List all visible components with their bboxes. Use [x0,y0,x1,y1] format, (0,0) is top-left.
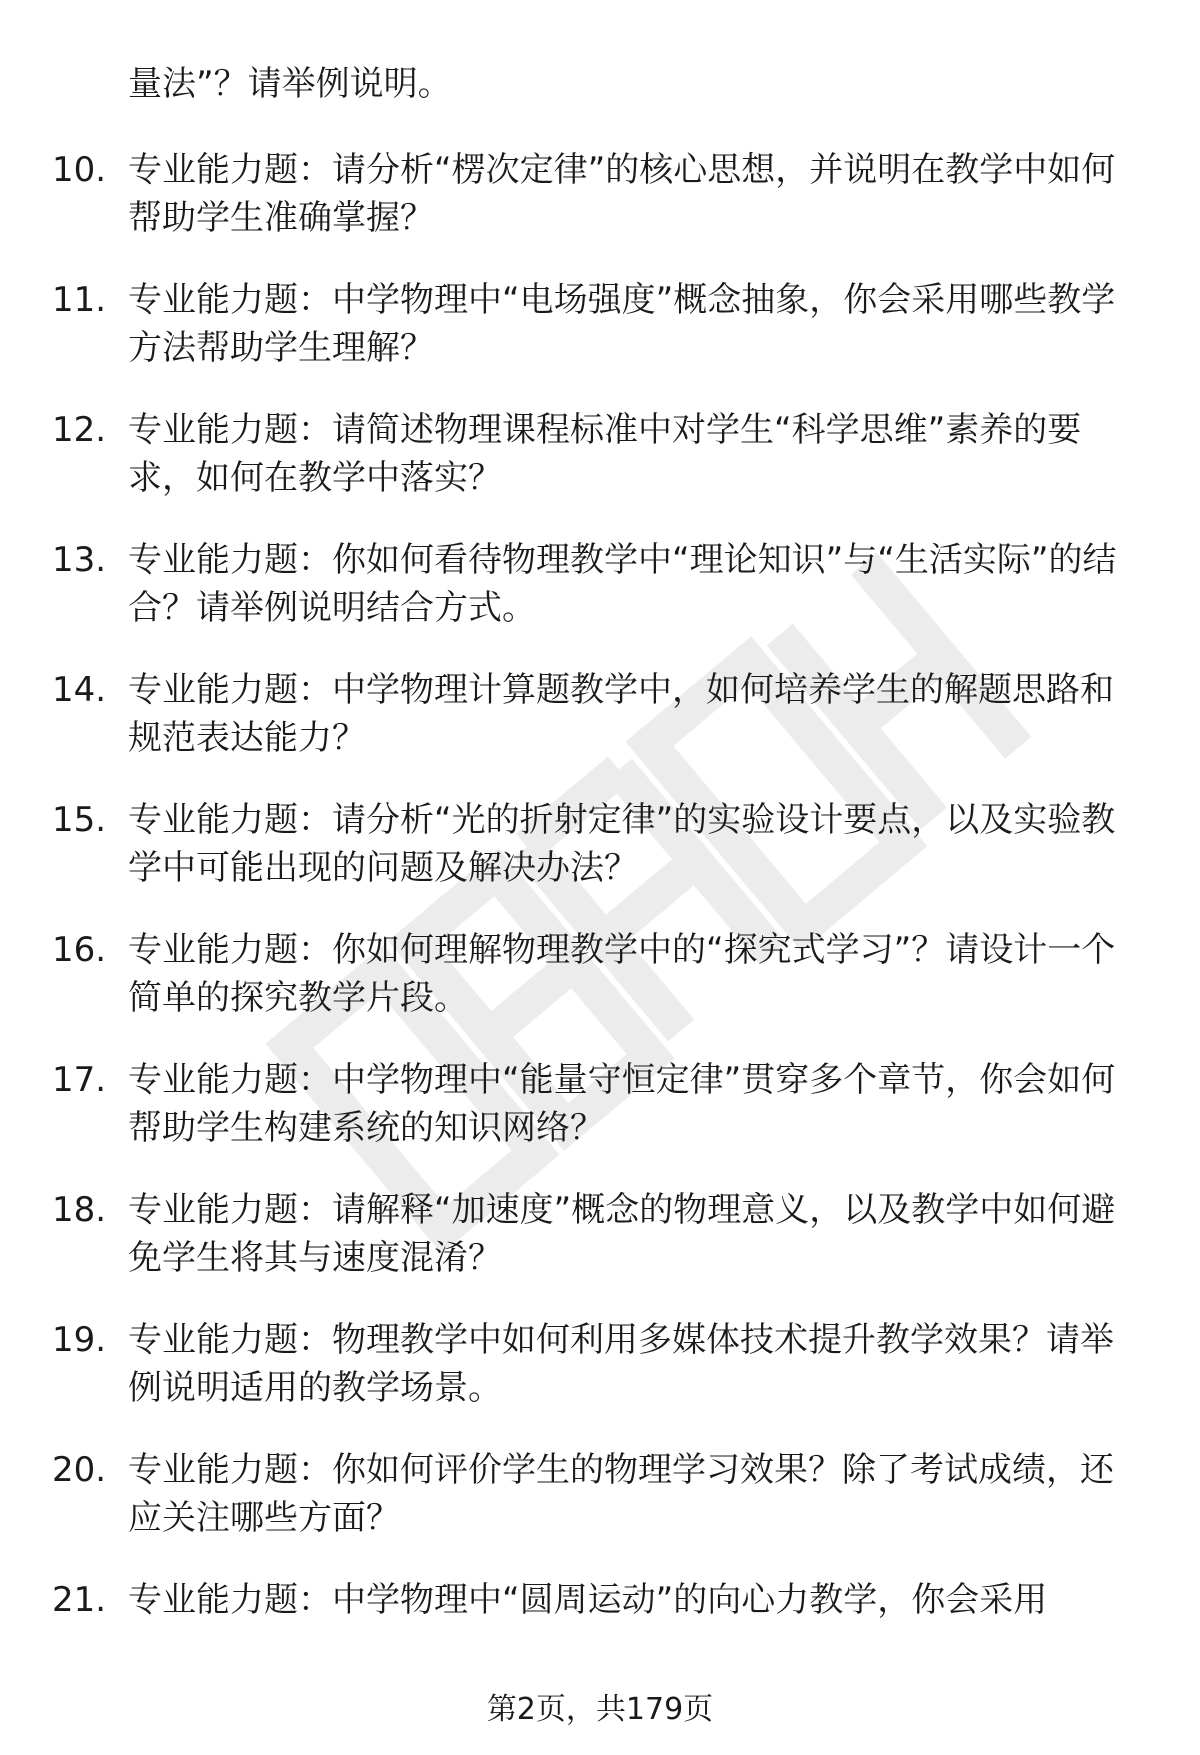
list-item [0,146,1200,276]
list-item [0,926,1200,1056]
question-text: 专业能力题：你如何评价学生的物理学习效果？除了考试成绩，还应关注哪些方面？ [128,1450,1114,1538]
list-item [0,1576,1200,1706]
question-text: 专业能力题：请解释“加速度”概念的物理意义，以及教学中如何避免学生将其与速度混淆？ [128,1190,1116,1278]
question-number: 17. [52,1060,107,1100]
question-number: 12. [52,410,107,450]
question-number: 14. [52,670,107,710]
list-item [0,536,1200,666]
question-text: 专业能力题：中学物理计算题教学中，如何培养学生的解题思路和规范表达能力？ [128,670,1114,758]
page-footer: 第2页，共179页 [486,1692,714,1727]
question-number: 15. [52,800,107,840]
question-number: 10. [52,150,107,190]
question-text: 专业能力题：你如何理解物理教学中的“探究式学习”？请设计一个简单的探究教学片段。 [128,930,1116,1018]
question-number: 21. [52,1580,107,1620]
question-list [0,146,1200,1706]
list-item [0,1056,1200,1186]
list-item [0,276,1200,406]
continuation-text: 量法”？请举例说明。 [128,64,452,104]
question-text: 专业能力题：中学物理中“圆周运动”的向心力教学，你会采用 [128,1580,1048,1620]
question-number: 18. [52,1190,107,1230]
list-item [0,796,1200,926]
list-item [0,666,1200,796]
list-item [0,1446,1200,1576]
question-text: 专业能力题：物理教学中如何利用多媒体技术提升教学效果？请举例说明适用的教学场景。 [128,1320,1114,1408]
question-text: 专业能力题：中学物理中“能量守恒定律”贯穿多个章节，你会如何帮助学生构建系统的知识网络？ [128,1060,1116,1148]
question-number: 13. [52,540,107,580]
question-number: 19. [52,1320,107,1360]
list-item [0,406,1200,536]
question-number: 20. [52,1450,107,1490]
question-text: 专业能力题：请分析“光的折射定律”的实验设计要点，以及实验教学中可能出现的问题及解决办法？ [128,800,1116,888]
question-number: 16. [52,930,107,970]
question-number: 11. [52,280,107,320]
list-item [0,1316,1200,1446]
question-text: 专业能力题：中学物理中“电场强度”概念抽象，你会采用哪些教学方法帮助学生理解？ [128,280,1116,368]
question-text: 专业能力题：请分析“楞次定律”的核心思想，并说明在教学中如何帮助学生准确掌握？ [128,150,1116,238]
question-text: 专业能力题：请简述物理课程标准中对学生“科学思维”素养的要求，如何在教学中落实？ [128,410,1082,498]
list-item [0,1186,1200,1316]
question-text: 专业能力题：你如何看待物理教学中“理论知识”与“生活实际”的结合？请举例说明结合方式。 [128,540,1117,628]
